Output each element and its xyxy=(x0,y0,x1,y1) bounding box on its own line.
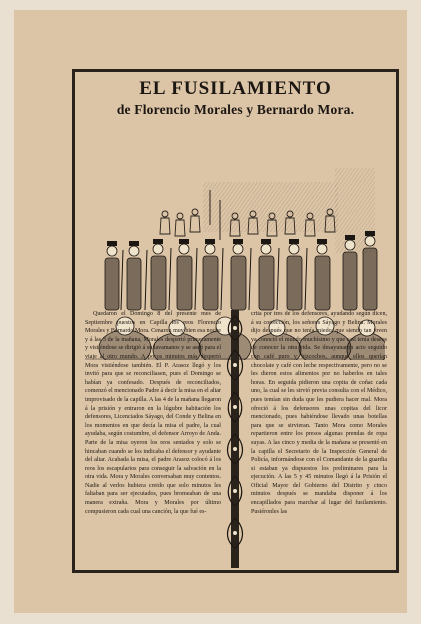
print-sheet xyxy=(14,10,407,613)
title-line-2: de Florencio Morales y Bernardo Mora. xyxy=(116,102,355,117)
title-line-1: EL FUSILAMIENTO xyxy=(139,78,332,99)
text-column-right xyxy=(251,310,387,568)
broadside-frame xyxy=(72,69,399,573)
text-column-right-body: crita por tres de los defensores, ayudando según dicen, á su corrección, los señores Sáyago y Belina. Morales dijo después que no tenía miedo; que siendo tan joven ya conoció el mundo muchísimo y que casi tenía deseos de conocer la otra vida. Se desayunaron acto seguido con café puro y bizcochos, aunque ellos querían chocolate y café con leche respectivamente, pero no se les dieron estos alimentos por no haberlos en tales horas. En seguida pidieron una copita de coñac cada uno, la cual se les sirvió previa consulta con el Médico, pues temían sin duda que les pudiera hacer mal. Mora ofreció á los defensores unas copitas del licor mencionado, pues habiéndose llevado unas botellas para que se sirvieran. Tanto Mora como Morales repartieron entre los presos algunas prendas de ropa suyas. A las cinco y media de la mañana se presentó en la capilla el Secretario de la Inspección General de Policía, informándose con el Comandante de la guardia si estaban ya dispuestos los preliminares para la ejecución. A las 5 y 45 minutos llegó á la Prisión el Oficial Mayor del Gobierno del Distrito y cinco minutos después se mandaba disponer á los encapillados para marchar al lugar del fusilamiento. Pusiéronles las xyxy=(251,311,387,515)
text-column-left-body: Quedaron el Domingo 8 del presente mes de Septiembre puestos en Capilla los reos Florencio Morales y Bernardo Mora. Cenaron muy bien esa noche y á las 3 de la mañana, Morales despertó primeramente y vistiéndose se dirigió á su lavamanos y se aseó para el viaje al otro mundo. A pocos minutos más despertó Mora vistiéndose también. El P. Arasoz llegó y los invitó para que se reconciliasen, pues el Domingo se habían ya confesado. Después de reconciliados, comenzó el mencionado Padre á decir la misa en el altar improvisado de la capilla. A las 4 de la mañana llegaron á la prisión y entraron en la lúgubre habitación los defensores, Licenciados Sáyago, del Conde y Belina en los momentos en que decía la misa el padre, la cual ayudaba, según costumbre, el defensor Arroyo de Anda. Parte de la misa oyeron los reos sentados y solo se hincaban cuando se los indicaba el defensor y ayudante del altar. Acabada la misa, el padre Arasoz colocó á los reos los escapularios para conseguir la salvación en la otra vida. Mora y Morales conversaban muy contentos. Nadie al verlos hubiera creido que solo minutos les faltaban para ser ejecutados, pues bromeaban de una manera extraña. Mora y Morales por último compusieron cada cual una canción, la que fué es- xyxy=(85,311,221,515)
decorative-column-ornament xyxy=(224,310,246,568)
text-column-left xyxy=(85,310,221,568)
